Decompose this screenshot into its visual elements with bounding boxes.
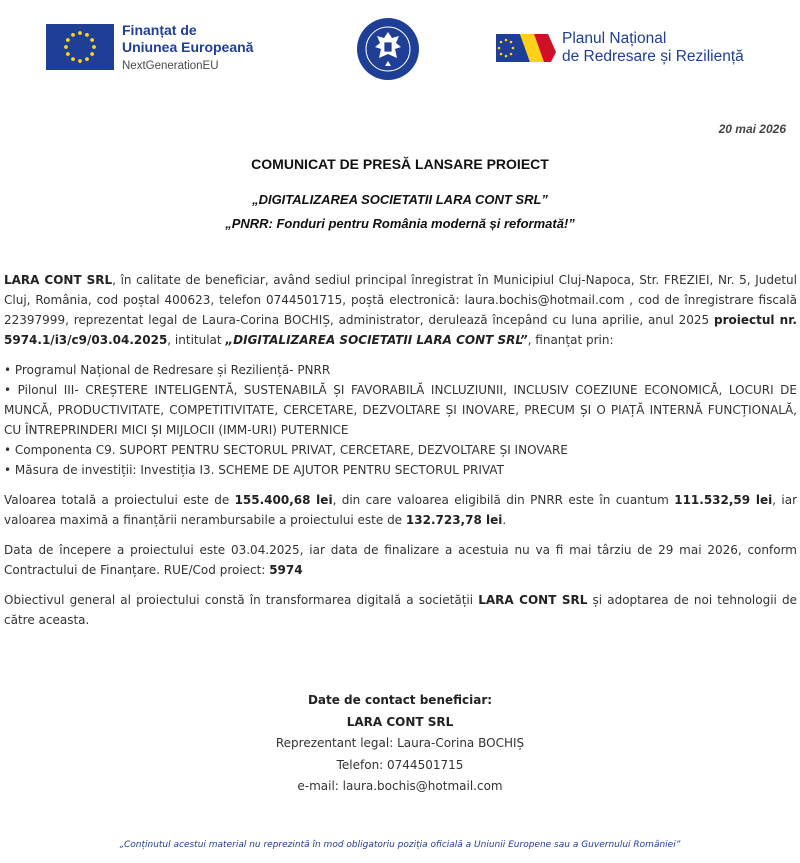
contact-representative: Reprezentant legal: Laura-Corina BOCHIȘ	[275, 736, 525, 750]
contact-phone: Telefon: 0744501715	[336, 757, 464, 772]
pnrr-line1: Planul Național	[562, 30, 667, 47]
eligible-value: 111.532,59 lei	[674, 493, 773, 507]
pnrr-line2: de Redresare și Reziliență	[562, 48, 744, 65]
objective-text-1: Obiectivul general al proiectului constă în transformarea digitală a societății	[4, 593, 479, 607]
eu-funding-label	[122, 22, 253, 72]
eu-star-icon	[85, 57, 89, 61]
eu-star-icon	[90, 38, 94, 42]
intro-text-3: , finanțat prin:	[527, 333, 614, 347]
legal-disclaimer: „Conținutul acestui material nu reprezintă în mod obligatoriu poziția oficială a Uniunii Europene sau a Guvernului României”	[119, 840, 681, 850]
project-title-inline: „DIGITALIZAREA SOCIETATII LARA CONT SRL”	[225, 333, 528, 347]
intro-paragraph	[4, 270, 797, 350]
eu-star-icon	[71, 33, 75, 37]
government-crest-logo	[355, 16, 421, 82]
project-number: proiectul nr. 5974.1/i3/c9/03.04.2025	[4, 313, 797, 347]
press-release-body	[4, 270, 797, 640]
list-item: • Programul Național de Redresare și Reziliență- PNRR	[4, 360, 797, 380]
pnrr-label	[562, 30, 744, 66]
header-logos	[0, 0, 800, 110]
intro-text-2: , intitulat	[167, 333, 226, 347]
max-funding-value: 132.723,78 lei	[405, 513, 503, 527]
value-text-2: , din care valoarea eligibilă din PNRR este în cuantum	[332, 493, 675, 507]
list-item: • Componenta C9. SUPORT PENTRU SECTORUL PRIVAT, CERCETARE, DEZVOLTARE ȘI INOVARE	[4, 440, 797, 460]
contact-heading: Date de contact beneficiar:	[307, 693, 493, 707]
eu-star-icon	[92, 45, 96, 49]
contact-email: e-mail: laura.bochis@hotmail.com	[297, 779, 503, 793]
eu-star-icon	[85, 33, 89, 37]
eu-star-icon	[66, 38, 70, 42]
objective-paragraph	[4, 590, 797, 630]
eu-star-icon	[90, 52, 94, 56]
eu-star-icon	[64, 45, 68, 49]
project-subtitle: „DIGITALIZAREA SOCIETATII LARA CONT SRL”	[252, 192, 548, 207]
value-text-3: , iar valoarea maximă a finanțării nerambursabile a proiectului este de	[4, 493, 798, 527]
intro-text-1: , în calitate de beneficiar, având sediul principal înregistrat în Municipiul Cluj-Napoca, Str. FREZIEI, Nr. 5, Judetul Cluj, România, cod poștal 400623, telefon 0744501715, poștă electronică: laura.bochis@hotmail.com , cod de înregistrare fiscală 22397999, reprezentat legal de Laura-Corina BOCHIȘ, administrator, derulează începând cu luna aprilie, anul 2025	[4, 273, 797, 327]
dates-text: Data de începere a proiectului este 03.04.2025, iar data de finalizare a acestuia nu va fi mai târziu de 29 mai 2026, conform Contractului de Finanțare. RUE/Cod proiect:	[4, 543, 797, 577]
eu-flag-icon	[46, 24, 114, 70]
press-date: 20 mai 2026	[718, 122, 786, 136]
value-paragraph	[4, 490, 797, 530]
company-name: LARA CONT SRL	[4, 273, 113, 287]
list-item: • Măsura de investiții: Investiția I3. SCHEME DE AJUTOR PENTRU SECTORUL PRIVAT	[4, 460, 797, 480]
eu-star-icon	[71, 57, 75, 61]
eu-star-icon	[78, 31, 82, 35]
value-text-4: .	[502, 513, 507, 527]
objective-company: LARA CONT SRL	[478, 593, 588, 607]
pnrr-logo-icon	[496, 30, 556, 66]
contact-block	[0, 690, 800, 798]
project-code: 5974	[269, 563, 303, 577]
eu-line2: Uniunea Europeană	[122, 39, 254, 55]
value-text-1: Valoarea totală a proiectului este de	[4, 493, 235, 507]
eu-line3: NextGenerationEU	[122, 60, 219, 72]
total-value: 155.400,68 lei	[234, 493, 333, 507]
page-title: COMUNICAT DE PRESĂ LANSARE PROIECT	[251, 156, 549, 172]
contact-company: LARA CONT SRL	[346, 714, 454, 729]
eu-star-icon	[66, 52, 70, 56]
eu-star-icon	[78, 59, 82, 63]
objective-text-2: și adoptarea de noi tehnologii de către aceasta.	[4, 593, 798, 627]
pnrr-slogan: „PNRR: Fonduri pentru România modernă și reformată!”	[225, 216, 575, 231]
eu-line1: Finanțat de	[122, 22, 197, 38]
funding-list	[4, 360, 797, 480]
list-item: • Pilonul III- CREȘTERE INTELIGENTĂ, SUSTENABILĂ ȘI FAVORABILĂ INCLUZIUNII, INCLUSIV COEZIUNE ECONOMICĂ, LOCURI DE MUNCĂ, PRODUCTIVITATE, COMPETITIVITATE, CERCETARE, DEZVOLTARE ȘI INOVARE, PRECUM ȘI O PIAȚĂ INTERNĂ FUNCȚIONALĂ, CU ÎNTREPRINDERI MICI ȘI MIJLOCII (IMM-URI) PUTERNICE	[4, 380, 797, 440]
dates-paragraph	[4, 540, 797, 580]
